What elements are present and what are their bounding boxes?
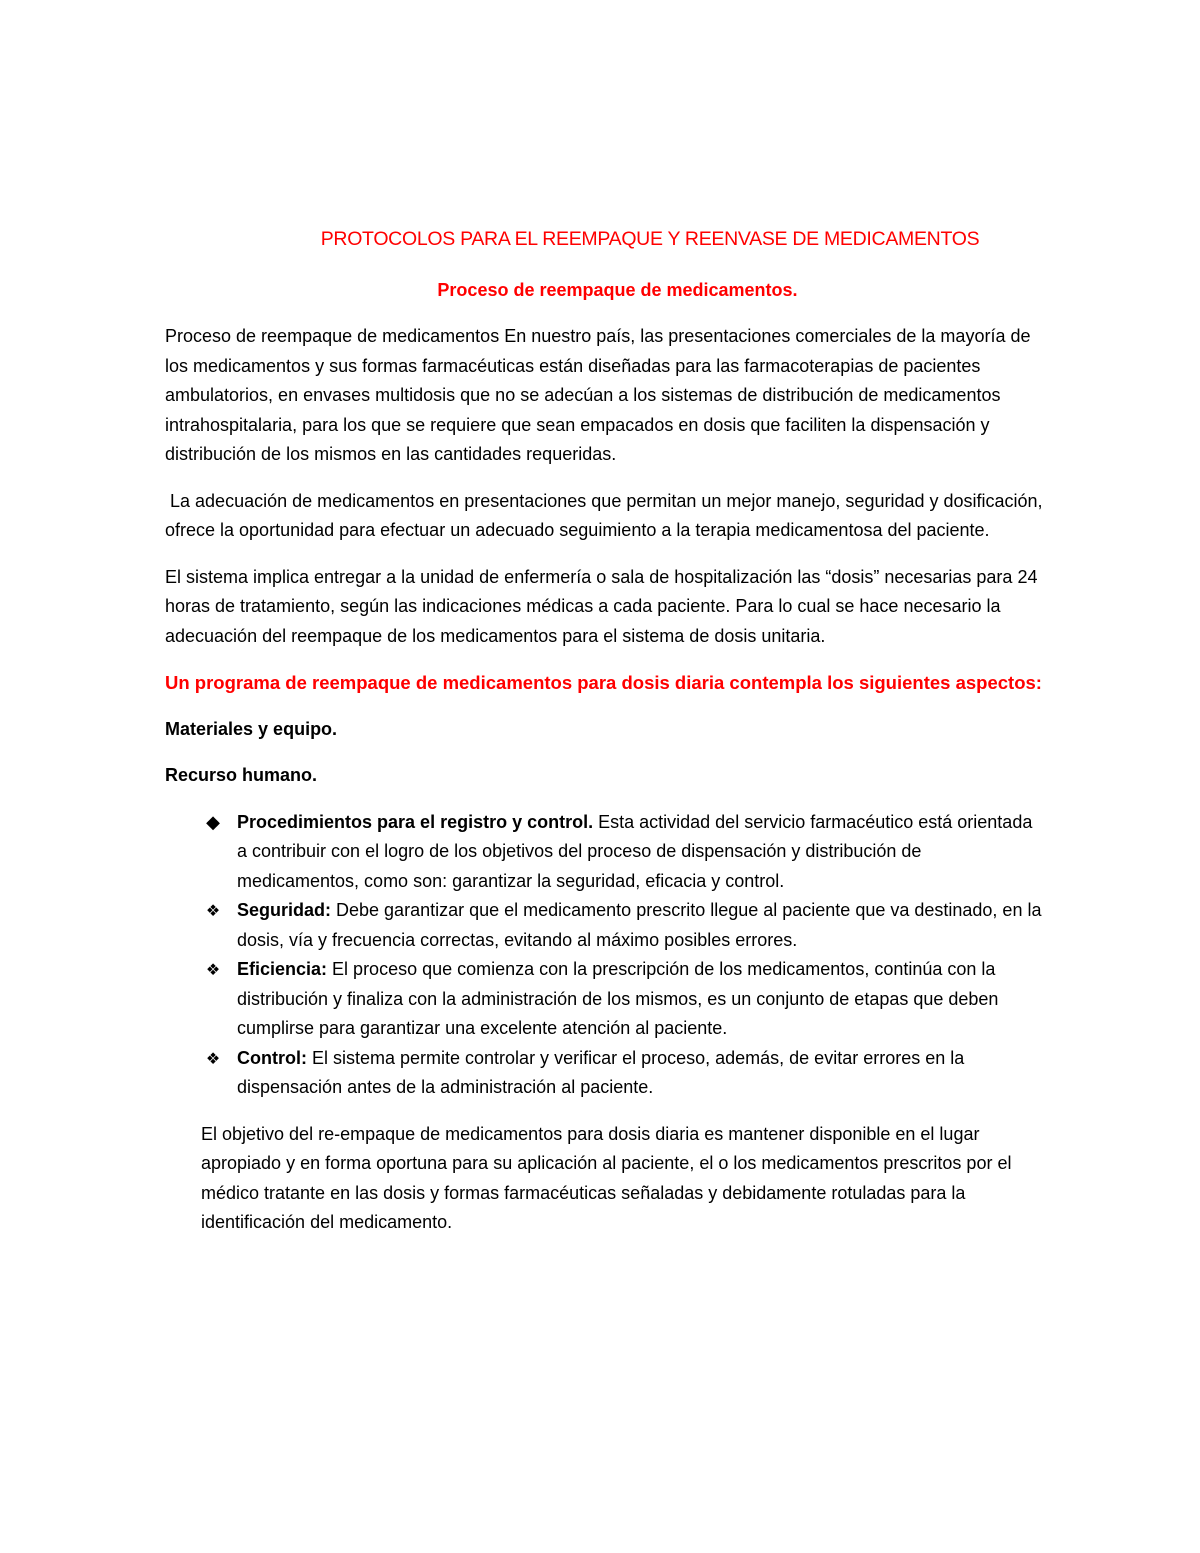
item-materiales: Materiales y equipo.: [165, 718, 338, 739]
document-subtitle: Proceso de reempaque de medicamentos.: [437, 279, 798, 300]
section-heading-aspectos: Un programa de reempaque de medicamentos para dosis diaria contempla los siguientes aspectos:: [165, 672, 1042, 693]
paragraph-objetivo: El objetivo del re-empaque de medicamentos para dosis diaria es mantener disponible en el lugar apropiado y en forma oportuna para su aplicación al paciente, el o los medicamentos prescritos por el médico tratante en las dosis y formas farmacéuticas señaladas y debidamente rotuladas para la identificación del medicamento.: [201, 1123, 1012, 1232]
four-diamond-bullet-icon: ❖: [205, 901, 221, 920]
diamond-bullet-icon: ◆: [206, 811, 220, 833]
item-recurso-humano: Recurso humano.: [165, 765, 318, 785]
paragraph-sistema: El sistema implica entregar a la unidad de enfermería o sala de hospitalización las “dosis” necesarias para 24 horas de tratamiento, según las indicaciones médicas a cada paciente. Para lo cual se hace necesario la adecuación del reempaque de los medicamentos para el sistema de dosis unitaria.: [165, 566, 1038, 646]
paragraph-intro: Proceso de reempaque de medicamentos En nuestro país, las presentaciones comerciales de la mayoría de los medicamentos y sus formas farmacéuticas están diseñadas para las farmacoterapias de pacientes ambulatorios, en envases multidosis que no se adecúan a los sistemas de distribución de medicamentos intrahospitalaria, para los que se requiere que sean empacados en dosis que faciliten la dispensación y distribución de los mismos en las cantidades requeridas.: [165, 326, 1031, 464]
paragraph-adecuacion-text: La adecuación de medicamentos en presentaciones que permitan un mejor manejo, seguridad y dosificación, ofrece la oportunidad para efectuar un adecuado seguimiento a la terapia medicamentosa del paciente.: [165, 490, 1043, 540]
list-item-term: Control:: [237, 1047, 307, 1068]
list-item-text: El sistema permite controlar y verificar el proceso, además, de evitar errores en la dispensación antes de la administración al paciente.: [237, 1047, 965, 1097]
list-item: [206, 808, 1045, 897]
list-item-text: El proceso que comienza con la prescripción de los medicamentos, continúa con la distribución y finaliza con la administración de los mismos, es un conjunto de etapas que deben cumplirse para garantizar una excelente atención al paciente.: [237, 959, 999, 1038]
list-item: [205, 1044, 1045, 1103]
four-diamond-bullet-icon: ❖: [205, 960, 221, 979]
list-item-text: Debe garantizar que el medicamento prescrito llegue al paciente que va destinado, en la dosis, vía y frecuencia correctas, evitando al máximo posibles errores.: [237, 900, 1042, 950]
aspects-bullet-list: [165, 808, 1045, 1103]
list-item-term: Seguridad:: [237, 900, 332, 920]
list-item: [205, 896, 1045, 955]
document-body: [165, 225, 1045, 1255]
paragraph-adecuacion: [165, 487, 1045, 546]
list-item-text: Esta actividad del servicio farmacéutico está orientada a contribuir con el logro de los objetivos del proceso de dispensación y distribución de medicamentos, como son: garantizar la seguridad, eficacia y control.: [237, 811, 1033, 891]
document-title: PROTOCOLOS PARA EL REEMPAQUE Y REENVASE DE MEDICAMENTOS: [320, 228, 980, 250]
list-item-term: Eficiencia:: [237, 959, 328, 979]
list-item-term: Procedimientos para el registro y control.: [237, 811, 594, 832]
four-diamond-bullet-icon: ❖: [205, 1048, 221, 1068]
list-item: [205, 955, 1045, 1044]
